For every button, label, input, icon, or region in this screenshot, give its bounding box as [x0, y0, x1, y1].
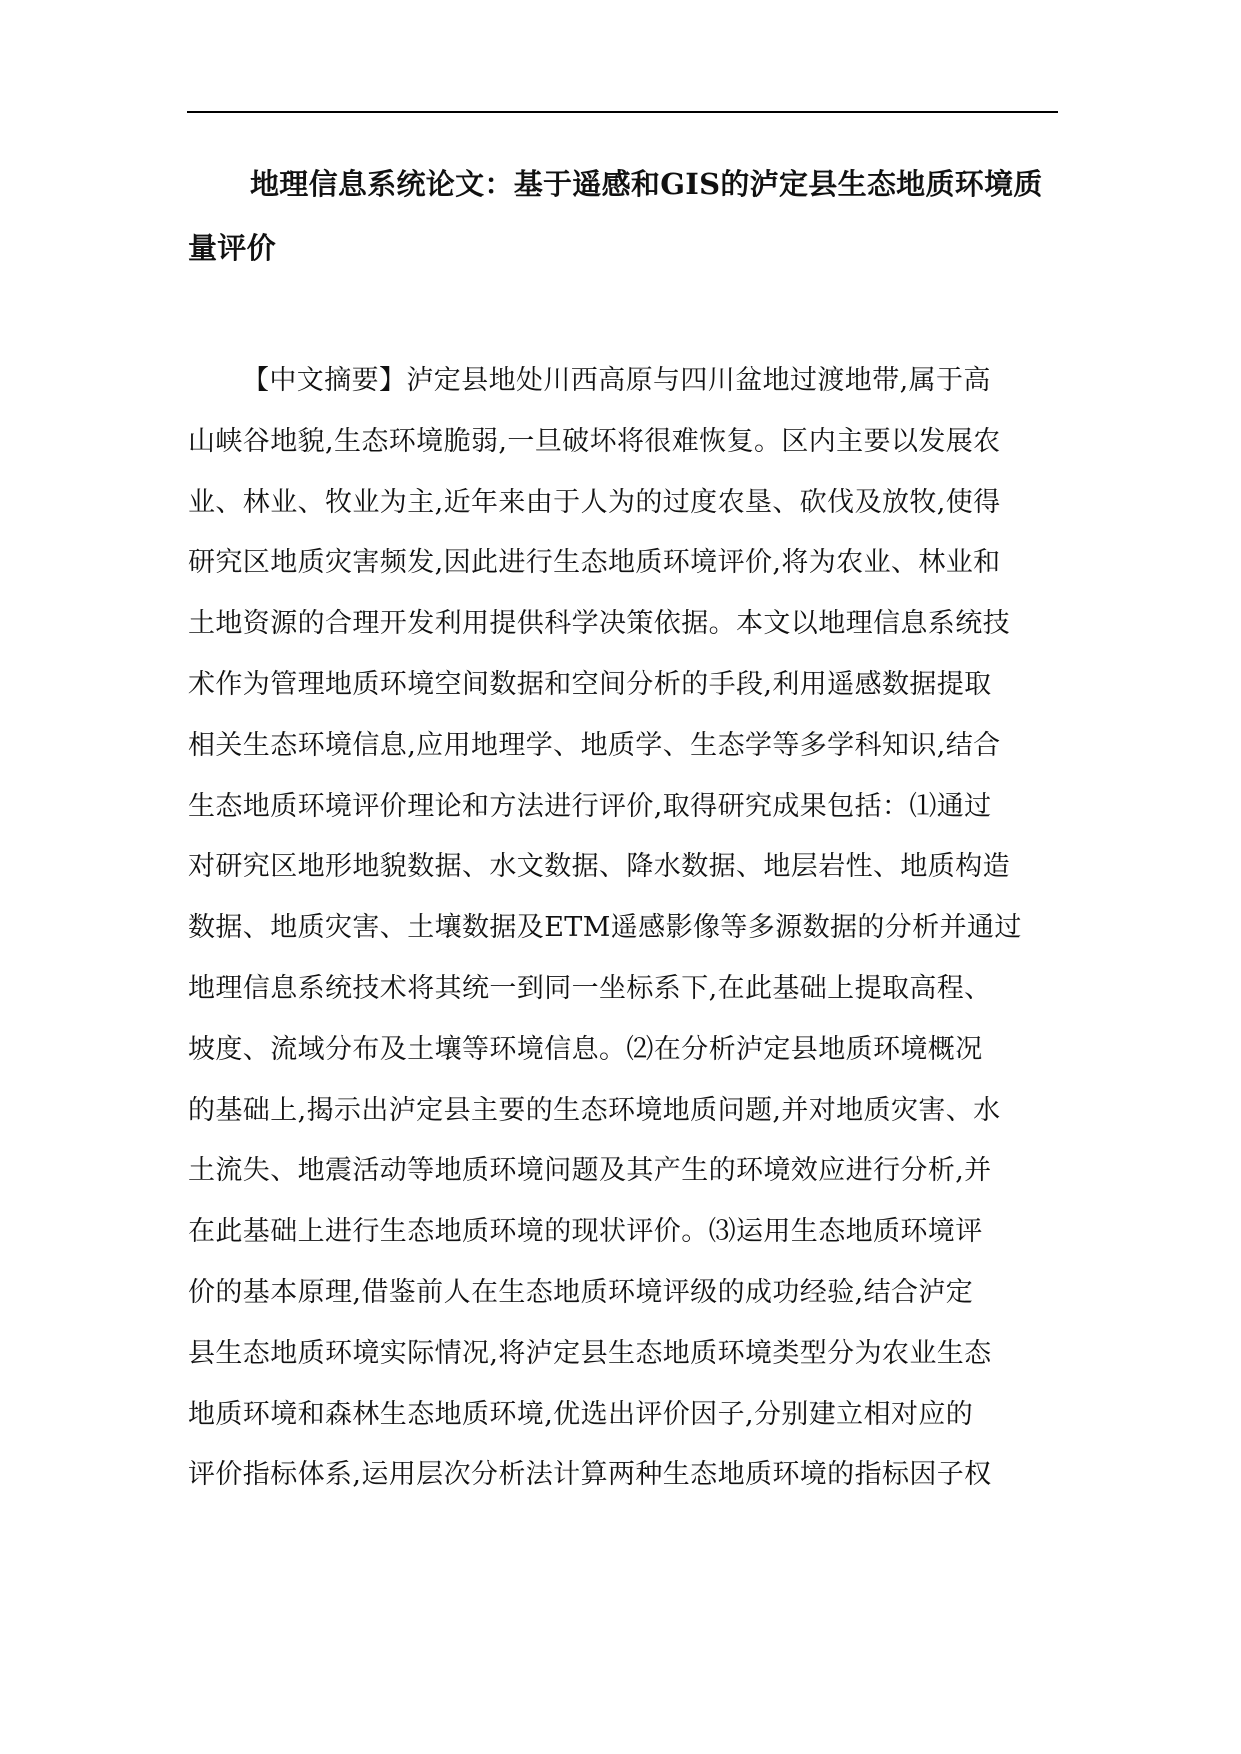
header-rule — [187, 111, 1058, 113]
abstract-line: 土流失、地震活动等地质环境问题及其产生的环境效应进行分析,并 — [188, 1155, 992, 1187]
abstract-line: 评价指标体系,运用层次分析法计算两种生态地质环境的指标因子权 — [188, 1459, 992, 1491]
abstract-line: 县生态地质环境实际情况,将泸定县生态地质环境类型分为农业生态 — [188, 1337, 992, 1369]
abstract-line: 地质环境和森林生态地质环境,优选出评价因子,分别建立相对应的 — [188, 1398, 974, 1430]
abstract-paragraph — [188, 351, 1068, 1506]
abstract-line: 业、林业、牧业为主,近年来由于人为的过度农垦、砍伐及放牧,使得 — [188, 486, 1001, 518]
abstract-line: 地理信息系统技术将其统一到同一坐标系下,在此基础上提取高程、 — [188, 972, 992, 1004]
abstract-line: 术作为管理地质环境空间数据和空间分析的手段,利用遥感数据提取 — [188, 668, 992, 700]
document-title: 地理信息系统论文：基于遥感和GIS的泸定县生态地质环境质量评价 — [188, 167, 1043, 265]
abstract-line: 数据、地质灾害、土壤数据及ETM遥感影像等多源数据的分析并通过 — [188, 912, 1022, 944]
abstract-line: 相关生态环境信息,应用地理学、地质学、生态学等多学科知识,结合 — [188, 729, 1001, 761]
abstract-line: 研究区地质灾害频发,因此进行生态地质环境评价,将为农业、林业和 — [188, 547, 1001, 579]
abstract-line: 山峡谷地貌,生态环境脆弱,一旦破坏将很难恢复。区内主要以发展农 — [188, 425, 1001, 457]
abstract-line: 生态地质环境评价理论和方法进行评价,取得研究成果包括：⑴通过 — [188, 790, 992, 822]
abstract-line: 价的基本原理,借鉴前人在生态地质环境评级的成功经验,结合泸定 — [188, 1276, 974, 1308]
abstract-line: 在此基础上进行生态地质环境的现状评价。⑶运用生态地质环境评 — [188, 1216, 983, 1248]
abstract-line: 【中文摘要】泸定县地处川西高原与四川盆地过渡地带,属于高 — [242, 365, 991, 396]
abstract-line: 土地资源的合理开发利用提供科学决策依据。本文以地理信息系统技 — [188, 608, 1010, 640]
abstract-line: 坡度、流域分布及土壤等环境信息。⑵在分析泸定县地质环境概况 — [188, 1033, 983, 1065]
abstract-line: 的基础上,揭示出泸定县主要的生态环境地质问题,并对地质灾害、水 — [188, 1094, 1001, 1126]
abstract-line: 对研究区地形地貌数据、水文数据、降水数据、地层岩性、地质构造 — [188, 851, 1010, 883]
